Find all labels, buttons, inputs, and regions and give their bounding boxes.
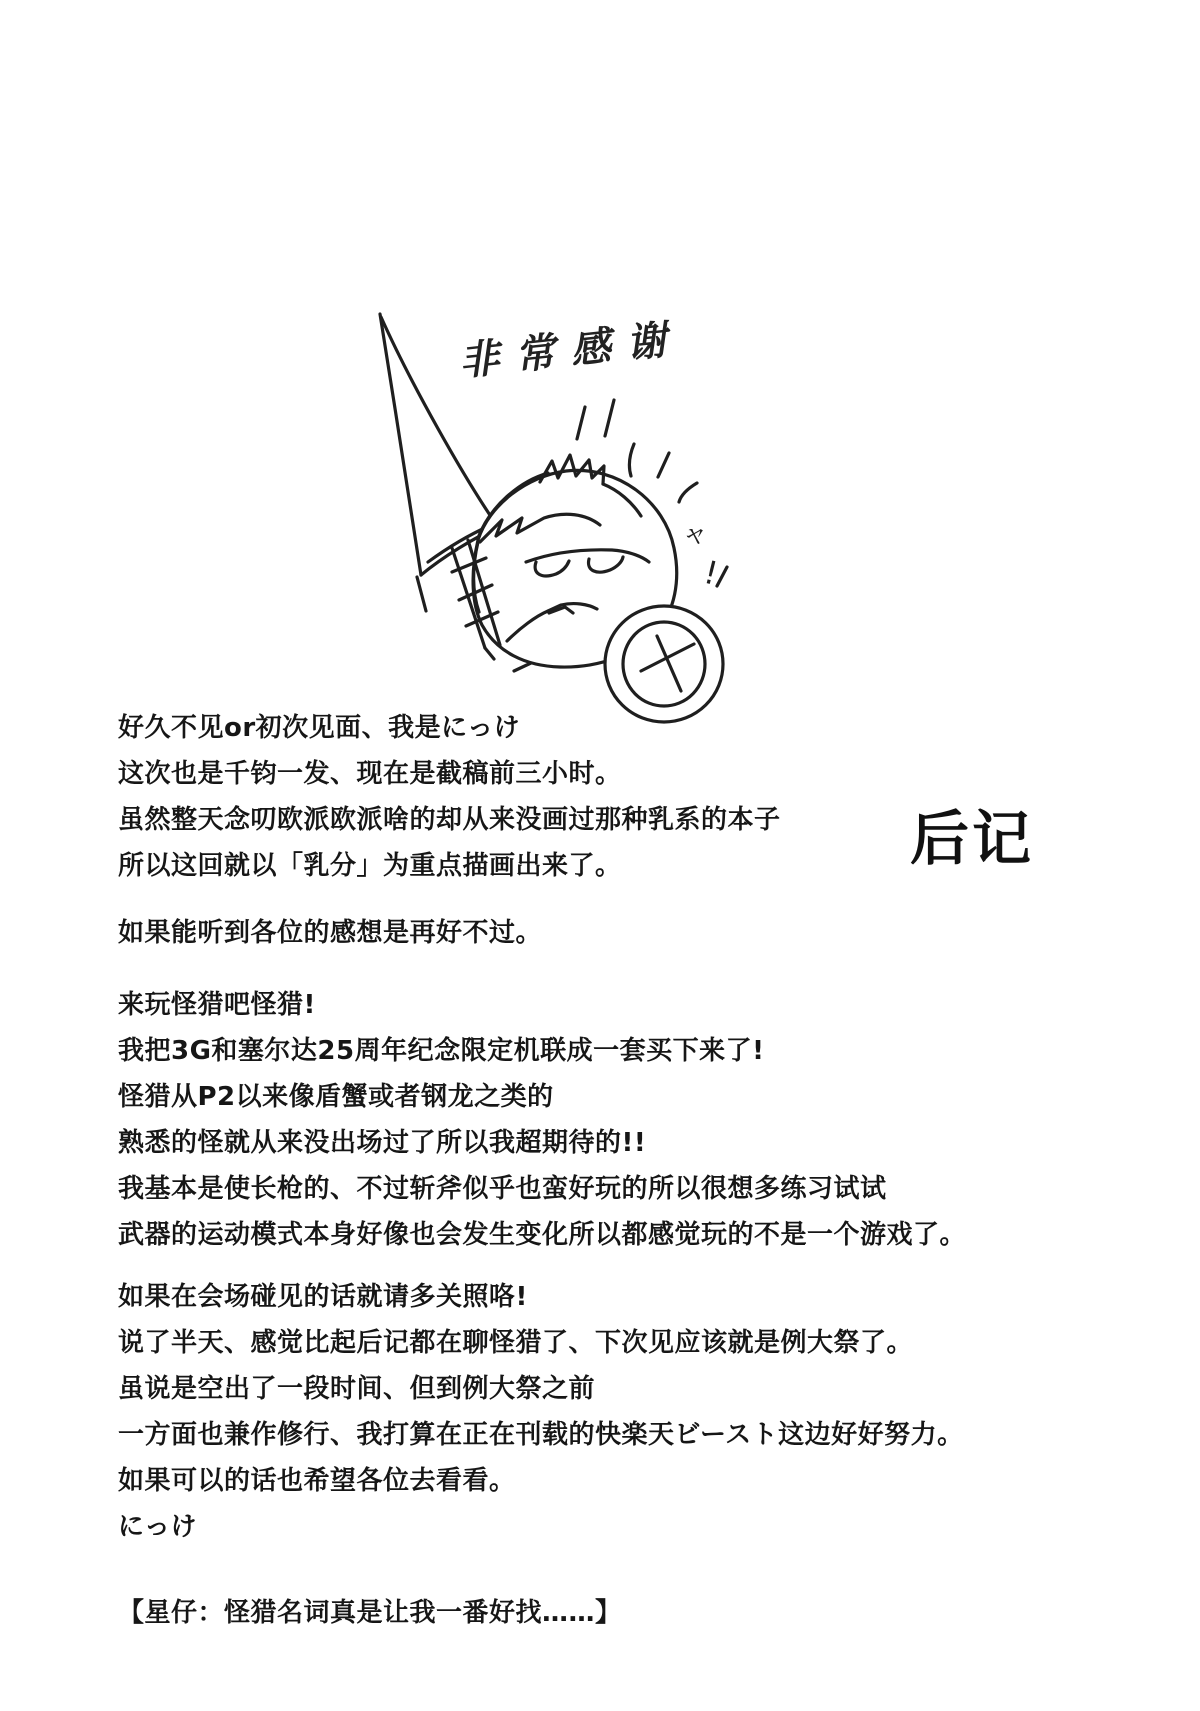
afterword-line: 这次也是千钧一发、现在是截稿前三小时。 [118, 759, 622, 789]
handwritten-thanks-note: 非常感谢 [456, 315, 685, 386]
sfx-exclamation: ! [700, 552, 722, 593]
afterword-paragraph [118, 1274, 1118, 1550]
afterword-line: 如果在会场碰见的话就请多关照咯! [118, 1282, 528, 1312]
afterword-paragraph [118, 1590, 1118, 1636]
afterword-line: 说了半天、感觉比起后记都在聊怪猎了、下次见应该就是例大祭了。 [118, 1328, 914, 1358]
afterword-line: 虽说是空出了一段时间、但到例大祭之前 [118, 1374, 596, 1404]
afterword-line: 一方面也兼作修行、我打算在正在刊载的快楽天ビースト这边好好努力。 [118, 1420, 964, 1450]
afterword-heading: 后记 [910, 804, 1035, 873]
afterword-paragraph [118, 910, 1118, 956]
afterword-paragraph [118, 705, 1118, 889]
afterword-line: 如果能听到各位的感想是再好不过。 [118, 918, 543, 948]
afterword-text [118, 705, 1118, 1636]
afterword-line: 虽然整天念叨欧派欧派啥的却从来没画过那种乳系的本子 [118, 805, 781, 835]
afterword-line: 武器的运动模式本身好像也会发生变化所以都感觉玩的不是一个游戏了。 [118, 1220, 967, 1250]
afterword-line: 我把3G和塞尔达25周年纪念限定机联成一套买下来了! [118, 1036, 765, 1066]
afterword-line: 怪猎从P2以来像盾蟹或者钢龙之类的 [118, 1082, 554, 1112]
afterword-line: 我基本是使长枪的、不过斩斧似乎也蛮好玩的所以很想多练习试试 [118, 1174, 887, 1204]
afterword-line: 熟悉的怪就从来没出场过了所以我超期待的!! [118, 1128, 647, 1158]
translator-note: 【星仔：怪猎名词真是让我一番好找……】 [118, 1598, 622, 1628]
afterword-signature: にっけ [118, 1512, 197, 1542]
afterword-line: 来玩怪猎吧怪猎! [118, 990, 316, 1020]
afterword-line: 所以这回就以「乳分」为重点描画出来了。 [118, 851, 622, 881]
sfx-ya: ャ [678, 516, 712, 553]
afterword-line: 如果可以的话也希望各位去看看。 [118, 1466, 516, 1496]
afterword-paragraph [118, 982, 1118, 1258]
afterword-line: 好久不见or初次见面、我是にっけ [118, 713, 521, 743]
